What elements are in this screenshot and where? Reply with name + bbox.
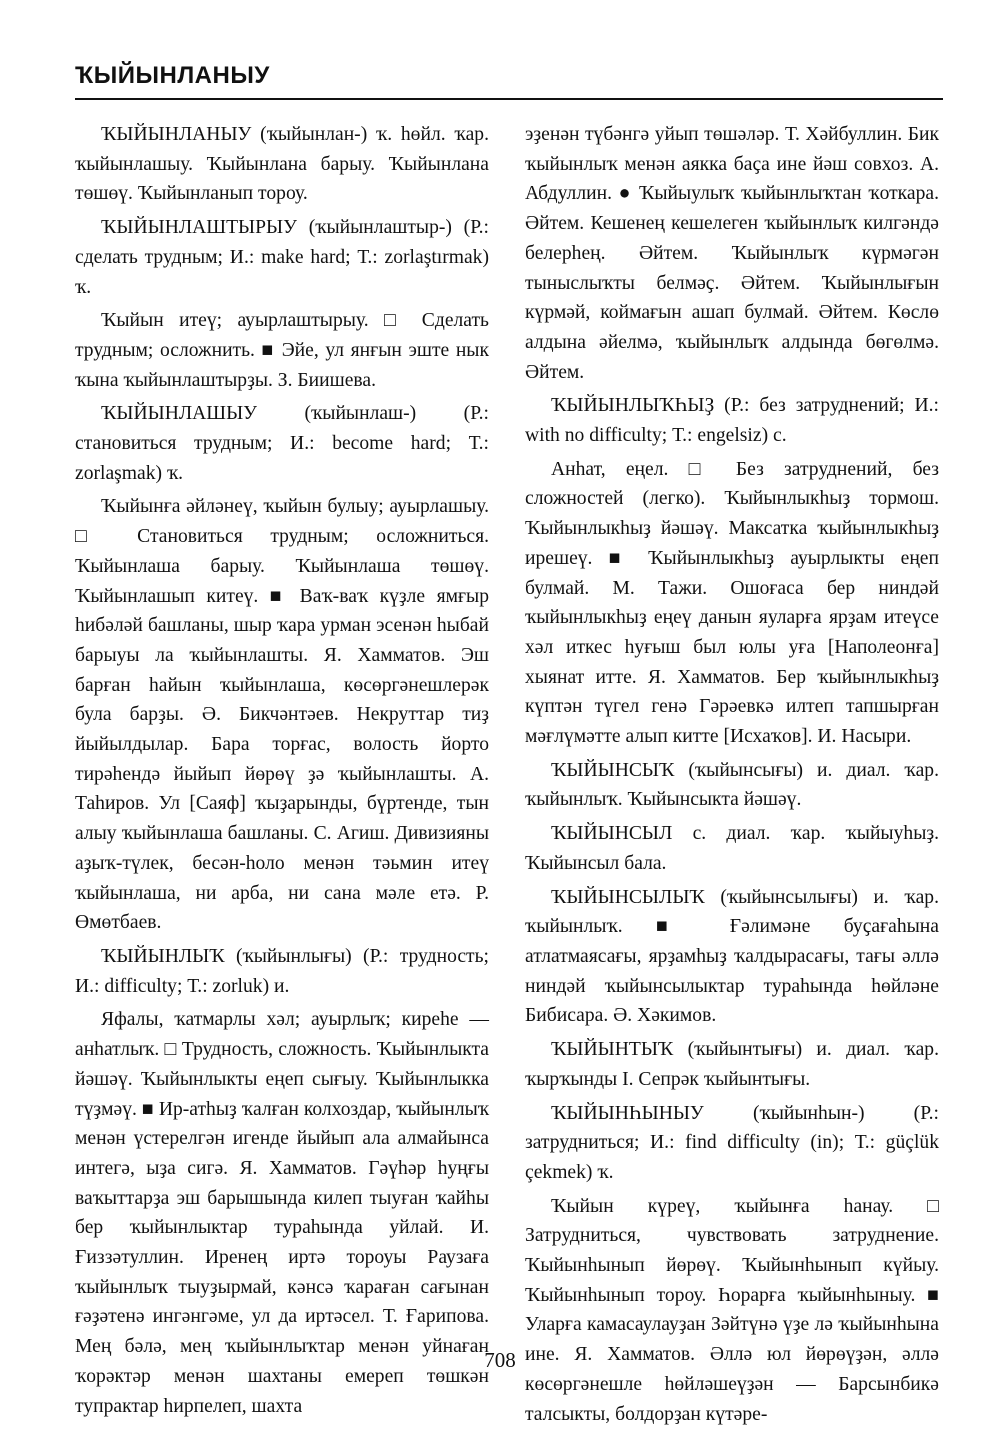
entry-headword-paragraph: ҠЫЙЫНСЫЛ с. диал. ҡар. ҡыйыуһыҙ. Ҡыйынсыл бала. xyxy=(525,823,939,874)
entry-definition-paragraph: Яфалы, ҡатмарлы хәл; ауырлыҡ; киреһе — анһатлыҡ. □ Трудность, сложность. Ҡыйынлыкта йәшәү. Ҡыйынлыкты еңеп сығыу. Ҡыйынлыкка түҙмәү. ■ Ир-атһыҙ ҡалған колхоздар, ҡыйынлыҡ менән үстерелгән игенде йыйып ала алмайынса интегә, ыҙа сигә. Я. Хамматов. Гәүһәр һуңғы ваҡыттарҙа эш барышында килеп тыуған ҡайһы бер ҡыйынлыктар тураһында уйлай. И. Ғиззәтуллин. Иренең иртә тороуы Раузаға ҡыйынлыҡ тыуҙырмай, кәнсә ҡараған сағынан ғәҙәтенә ингәнгәме, ул да иртәсел. Т. Ғарипова. Мең бәлә, мең ҡыйынлыҡтар менән уйнаған ҡорәктәр менән шахтаны емереп төшкән тупрактар һирпелеп, шахта xyxy=(75,1009,489,1417)
entry-definition-paragraph: Ҡыйын күреү, ҡыйынға һанау. □ Затрудниться, чувствовать затруднение. Ҡыйынһынып йөрөү. Ҡыйынһынып күйыу. Ҡыйынһынып тороу. Һорарға ҡыйынһыныу. ■ Уларға камасаулауҙан Зәйтүнә үҙе лә ҡыйынһына ине. Я. Хамматов. Әллә юл йөрөүҙән, әллә көсөргәнешле һөйләшеүҙән — Барсынбикә талсыкты, болдорҙан күтәре- xyxy=(525,1195,939,1425)
page-number: 708 xyxy=(484,1348,516,1372)
running-head: ҠЫЙЫНЛАНЫУ xyxy=(75,62,270,89)
entry-headword-paragraph: ҠЫЙЫНСЫҠ (ҡыйынсығы) и. диал. ҡар. ҡыйынлыҡ. Ҡыйынсыкта йәшәү. xyxy=(525,759,939,811)
left-column xyxy=(75,120,489,1425)
header-rule xyxy=(75,98,943,100)
entry-headword-paragraph: ҠЫЙЫНЛАШТЫРЫУ (ҡыйынлаштыр-) (Р.: сделать трудным; И.: make hard; Т.: zorlaştırmak) ҡ. xyxy=(75,217,489,298)
entry-headword-paragraph: ҠЫЙЫНЛАШЫУ (ҡыйынлаш-) (Р.: становиться трудным; И.: become hard; Т.: zorlaşmak) ҡ. xyxy=(75,403,489,484)
entry-headword-paragraph: ҠЫЙЫНЛАНЫУ (ҡыйынлан-) ҡ. һөйл. ҡар. ҡыйынлашыу. Ҡыйынлана барыу. Ҡыйынлана төшөү. Ҡыйынланып тороу. xyxy=(75,124,489,205)
entry-headword-paragraph: ҠЫЙЫНЛЫҠ (ҡыйынлығы) (Р.: трудность; И.: difficulty; Т.: zorluk) и. xyxy=(75,945,489,997)
entry-definition-paragraph: Ҡыйынға әйләнеү, ҡыйын булыу; ауырлашыу. □ Становиться трудным; осложниться. Ҡыйынлаша барыу. Ҡыйынлаша төшөү. Ҡыйынлашып китеү. ■ Ваҡ-ваҡ күҙле ямғыр һибәләй башланы, шыр ҡара урман эсенән һыбай барыуы ла ҡыйынлашты. Я. Хамматов. Эш барған һайын ҡыйынлаша, көсөргәнешлерәк була барҙы. Ә. Бикчәнтәев. Некруттар тиҙ йыйылдылар. Бара торғас, волость йорто тирәһендә йыйып йөрөү ҙә ҡыйынлашты. А. Таһиров. Ул [Саяф] ҡыҙарынды, бүртенде, тын алыу ҡыйынлаша башланы. С. Агиш. Дивизияны аҙыҡ-түлек, бесән-һоло менән тәьмин итеү ҡыйынлаша, ни арба, ни сана мәле етә. Р. Өмөтбаев. xyxy=(75,496,489,934)
entry-definition-paragraph: Ҡыйын итеү; ауырлаштырыу. □ Сделать трудным; осложнить. ■ Эйе, ул янғын эште нык ҡына ҡыйынлаштырҙы. З. Биишева. xyxy=(75,310,489,391)
right-column xyxy=(525,120,939,1433)
entry-headword-paragraph: ҠЫЙЫНСЫЛЫҠ (ҡыйынсылығы) и. ҡар. ҡыйынлыҡ. ■ Ғәлимәне буҫағаһына атлатмаясағы, ярҙамһыҙ ҡалдырасағы, тағы әллә ниндәй ҡыйынсылыктар тураһында һөйләне Бибисара. Ә. Хәкимов. xyxy=(525,886,939,1027)
entry-headword-paragraph: ҠЫЙЫНТЫҠ (ҡыйынтығы) и. диал. ҡар. ҡырҡынды I. Сепрәк ҡыйынтығы. xyxy=(525,1039,939,1090)
entry-continuation-paragraph: эҙенән түбәнгә уйып төшәләр. Т. Хәйбуллин. Бик ҡыйынлыҡ менән аякка баҫа ине йәш совхоз. А. Абдуллин. ● Ҡыйыулыҡ ҡыйынлыҡтан ҡоткара. Әйтем. Кешенең кешелеген ҡыйынлыҡ килгәндә белерһең. Әйтем. Ҡыйынлыҡ күрмәгән тыныслыҡты белмәҫ. Әйтем. Ҡыйынлығын күрмәй, коймағын ашап булмай. Әйтем. Көслө алдына әйелмә, ҡыйынлыҡ алдында бөгөлмә. Әйтем. xyxy=(525,124,939,383)
entry-headword-paragraph: ҠЫЙЫНЛЫҠҺЫҘ (Р.: без затруднений; И.: with no difficulty; Т.: engelsiz) с. xyxy=(525,395,939,447)
entry-definition-paragraph: Анһат, еңел. □ Без затруднений, без сложностей (легко). Ҡыйынлыкһыҙ тормош. Ҡыйынлыкһыҙ йәшәү. Максатка ҡыйынлыкһыҙ ирешеү. ■ Ҡыйынлыкһыҙ ауырлыкты еңеп булмай. М. Тажи. Ошоғаса бер ниндәй ҡыйынлыкһыҙ еңеү данын яуларға ярҙам итеүсе хәл иткес һуғыш был юлы уға [Наполеонға] хыянат итте. Я. Хамматов. Бер ҡыйынлыкһыҙ күптән түгел генә Гәрәевкә илтеп тапшырған мәғлүмәтте алып китте [Исхаҡов]. И. Насыри. xyxy=(525,458,939,748)
entry-headword-paragraph: ҠЫЙЫНҺЫНЫУ (ҡыйынһын-) (Р.: затрудниться; И.: find difficulty (in); Т.: güçlük çekmek) ҡ. xyxy=(525,1102,939,1183)
